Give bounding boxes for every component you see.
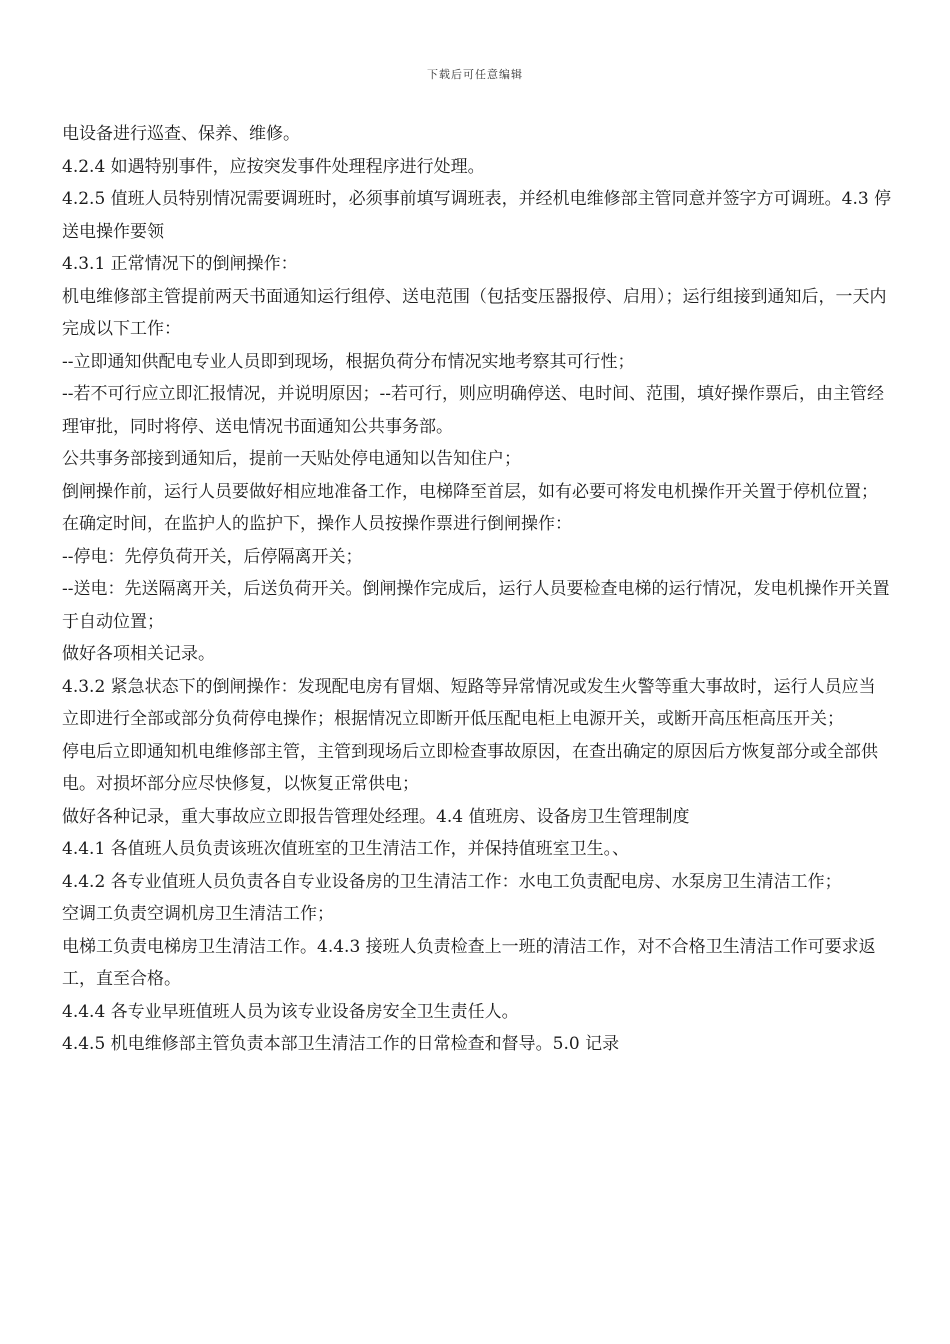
paragraph: 停电后立即通知机电维修部主管，主管到现场后立即检查事故原因，在查出确定的原因后方恢复部分或全部供电。对损坏部分应尽快修复，以恢复正常供电；: [62, 741, 878, 794]
paragraph: --立即通知供配电专业人员即到现场，根据负荷分布情况实地考察其可行性；: [62, 351, 635, 372]
paragraph: 做好各项相关记录。: [62, 644, 215, 664]
paragraph: 4.4.5 机电维修部主管负责本部卫生清洁工作的日常检查和督导。5.0 记录: [62, 1034, 620, 1054]
paragraph: 电设备进行巡查、保养、维修。: [62, 124, 300, 144]
paragraph: 公共事务部接到通知后，提前一天贴处停电通知以告知住户；: [62, 449, 521, 469]
paragraph: 倒闸操作前，运行人员要做好相应地准备工作，电梯降至首层，如有必要可将发电机操作开关置于停机位置；在确定时间，在监护人的监护下，操作人员按操作票进行倒闸操作：: [62, 481, 878, 534]
paragraph: --送电：先送隔离开关，后送负荷开关。倒闸操作完成后，运行人员要检查电梯的运行情况，发电机操作开关置于自动位置；: [62, 579, 890, 632]
paragraph: 做好各种记录，重大事故应立即报告管理处经理。4.4 值班房、设备房卫生管理制度: [62, 806, 690, 827]
paragraph: 4.4.1 各值班人员负责该班次值班室的卫生清洁工作，并保持值班室卫生。、: [62, 839, 630, 859]
paragraph: 4.2.4 如遇特别事件，应按突发事件处理程序进行处理。: [62, 156, 485, 177]
paragraph: 4.3.2 紧急状态下的倒闸操作：发现配电房有冒烟、短路等异常情况或发生火警等重大事故时，运行人员应当立即进行全部或部分负荷停电操作；根据情况立即断开低压配电柜上电源开关，或断开高压柜高压开关；: [62, 676, 876, 729]
paragraph: 4.4.4 各专业早班值班人员为该专业设备房安全卫生责任人。: [62, 1001, 519, 1022]
paragraph: 4.2.5 值班人员特别情况需要调班时，必须事前填写调班表，并经机电维修部主管同意并签字方可调班。4.3 停送电操作要领: [62, 189, 892, 242]
paragraph: 机电维修部主管提前两天书面通知运行组停、送电范围（包括变压器报停、启用）；运行组接到通知后，一天内完成以下工作：: [62, 286, 887, 339]
paragraph: --若不可行应立即汇报情况，并说明原因；--若可行，则应明确停送、电时间、范围，填好操作票后，由主管经理审批，同时将停、送电情况书面通知公共事务部。: [62, 384, 884, 437]
document-body: [62, 118, 892, 1061]
paragraph: 电梯工负责电梯房卫生清洁工作。4.4.3 接班人负责检查上一班的清洁工作，对不合格卫生清洁工作可要求返工，直至合格。: [62, 936, 876, 989]
page-header: 下载后可任意编辑: [427, 68, 523, 81]
paragraph: --停电：先停负荷开关，后停隔离开关；: [62, 546, 363, 567]
paragraph: 4.4.2 各专业值班人员负责各自专业设备房的卫生清洁工作：水电工负责配电房、水泵房卫生清洁工作；: [62, 871, 842, 892]
paragraph: 4.3.1 正常情况下的倒闸操作：: [62, 254, 298, 274]
paragraph: 空调工负责空调机房卫生清洁工作；: [62, 904, 334, 924]
